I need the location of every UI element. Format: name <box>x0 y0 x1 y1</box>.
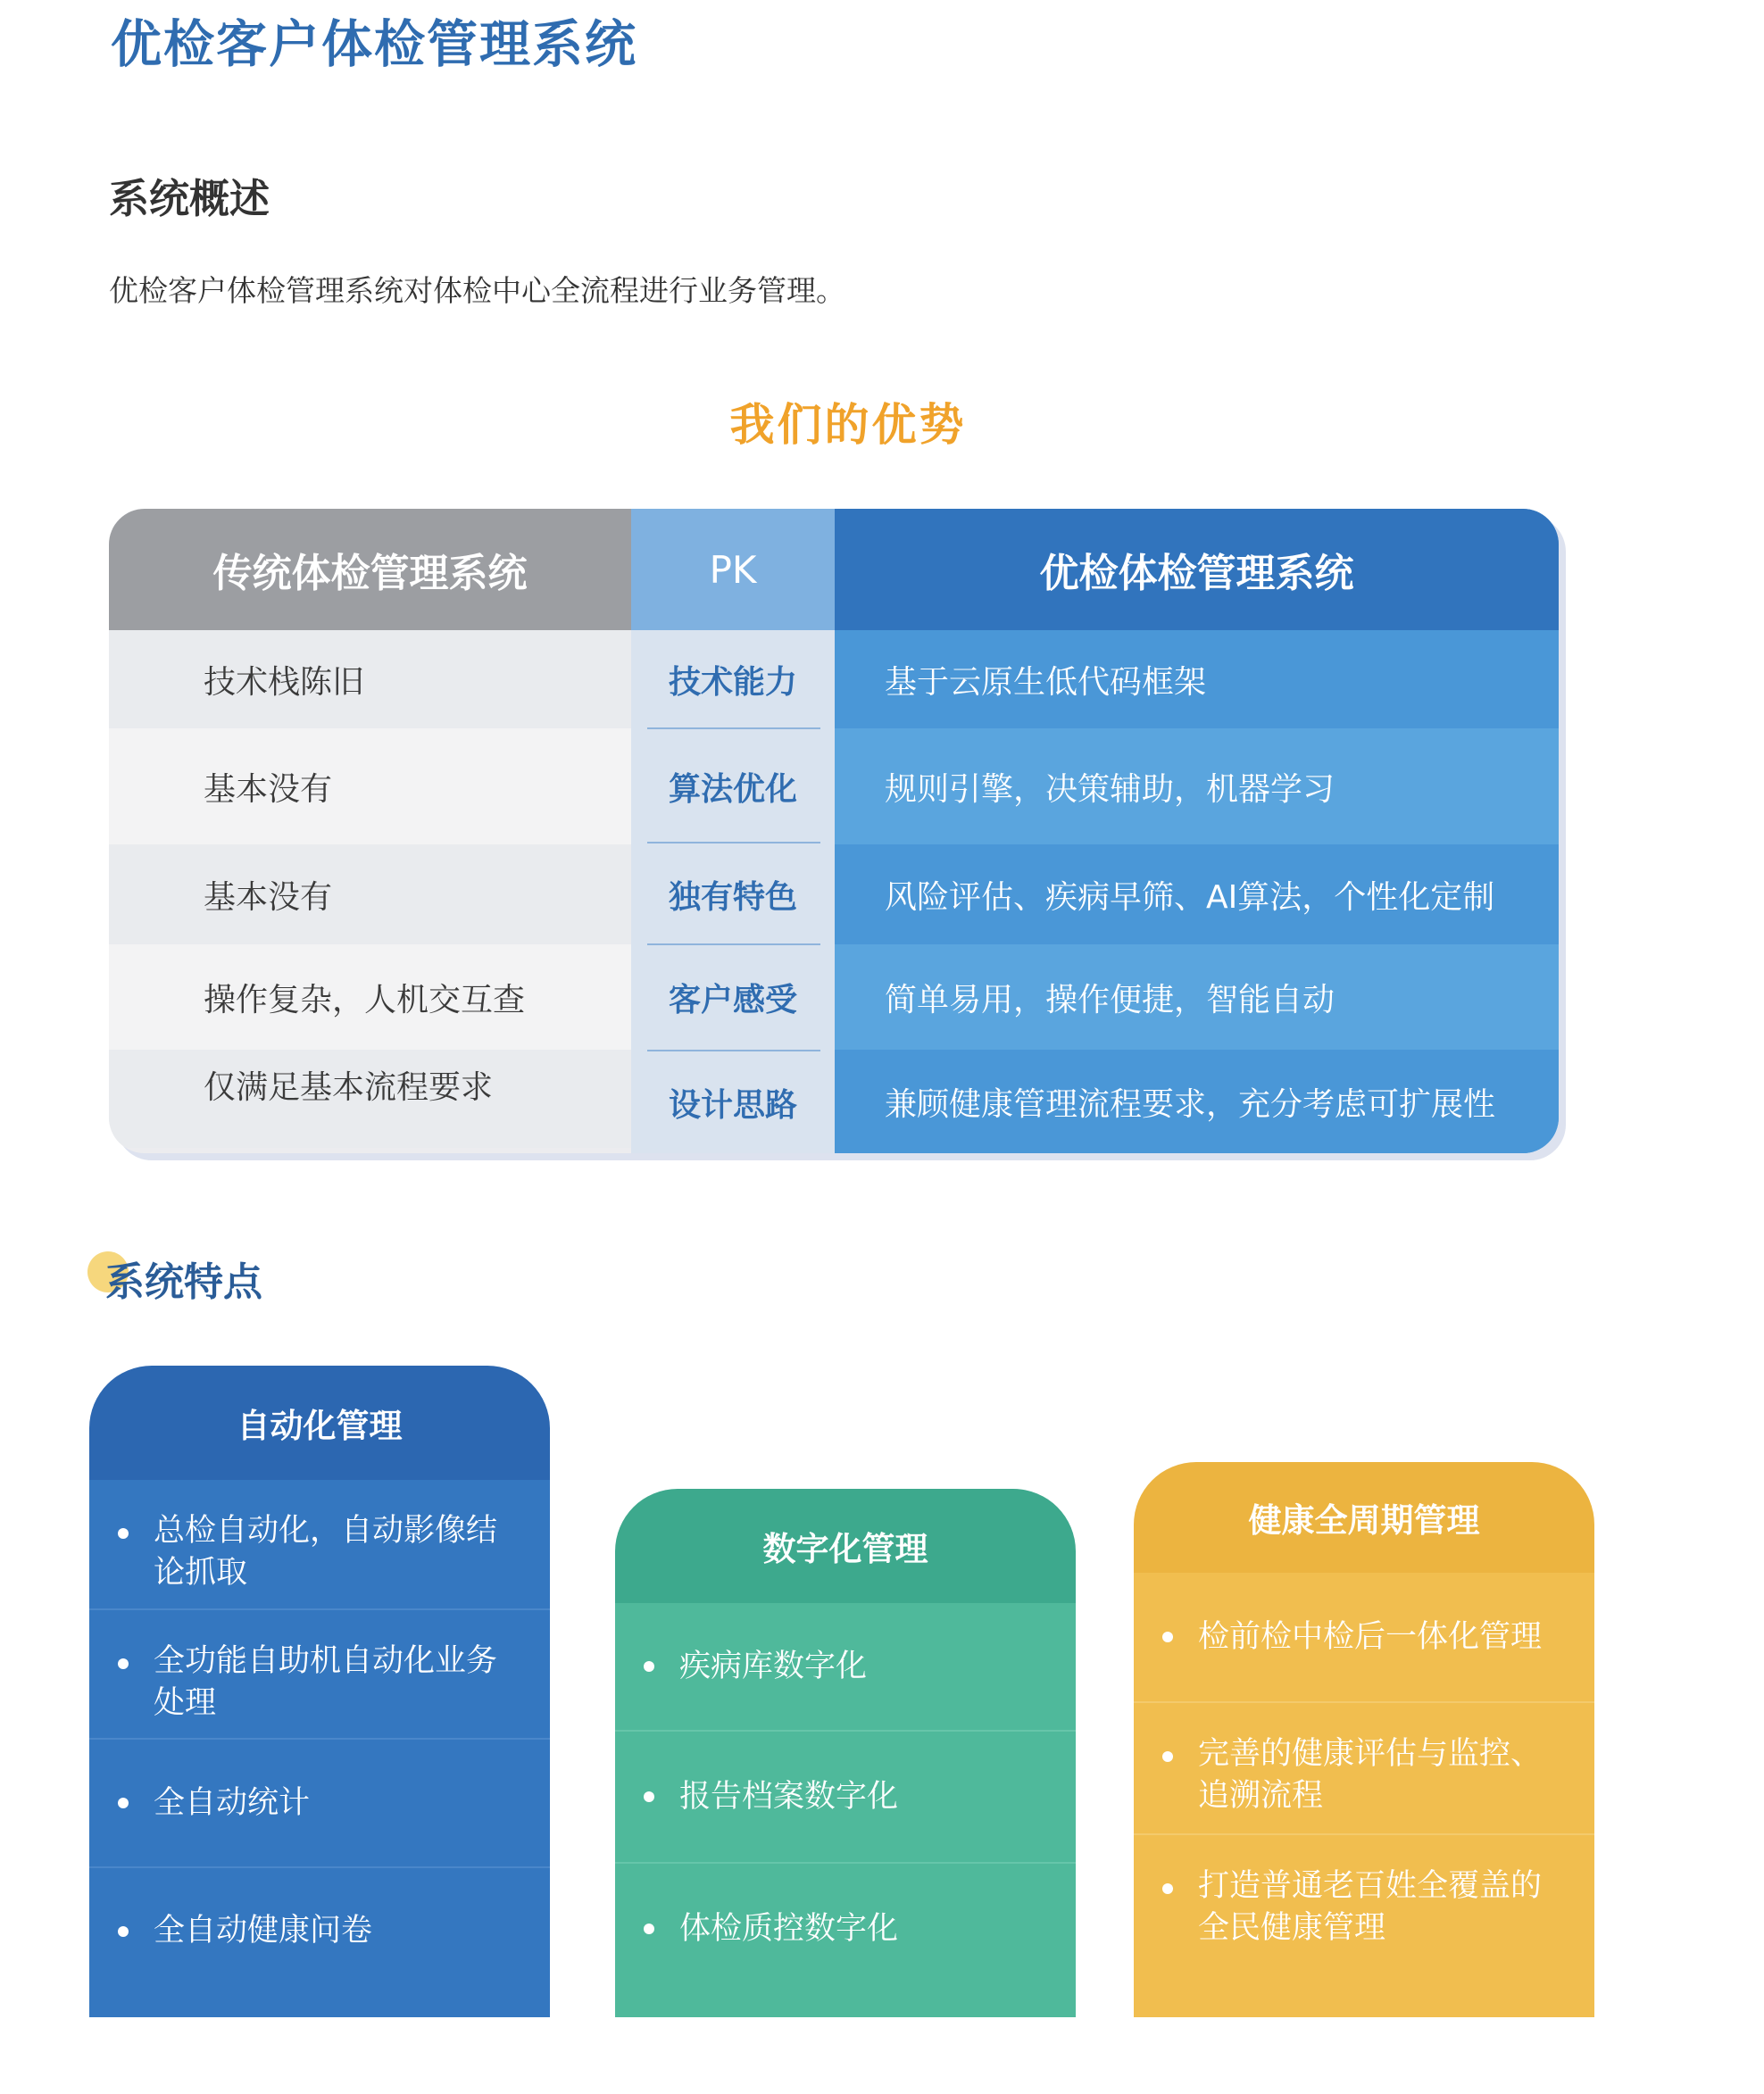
youjian-column <box>835 509 1559 1153</box>
list-item-text: 总检自动化，自动影像结论抓取 <box>154 1513 498 1591</box>
youjian-cell: 规则引擎，决策辅助，机器学习 <box>835 728 1559 844</box>
feature-card-digital <box>615 1489 1076 2017</box>
list-item-text: 全自动健康问卷 <box>154 1913 373 1949</box>
bullet-icon <box>644 1661 654 1672</box>
list-item <box>1134 1573 1594 1701</box>
youjian-header: 优检体检管理系统 <box>835 509 1559 630</box>
bullet-icon <box>118 1658 129 1669</box>
bullet-icon <box>644 1924 654 1934</box>
list-item <box>615 1732 1076 1862</box>
bullet-icon <box>118 1798 129 1808</box>
aspect-cell: 算法优化 <box>668 770 797 808</box>
list-item-text: 检前检中检后一体化管理 <box>1198 1618 1543 1655</box>
list-item-text: 全自动统计 <box>154 1784 311 1821</box>
bullet-icon <box>118 1926 129 1937</box>
pk-header: PK <box>631 509 835 630</box>
list-item-text: 全功能自助机自动化业务处理 <box>154 1643 498 1721</box>
features-heading: 系统特点 <box>105 1259 262 1305</box>
youjian-cell: 兼顾健康管理流程要求，充分考虑可扩展性 <box>835 1050 1559 1153</box>
list-item-text: 完善的健康评估与监控、追溯流程 <box>1198 1736 1543 1814</box>
traditional-cell: 基本没有 <box>109 844 631 944</box>
list-item <box>615 1603 1076 1730</box>
list-item <box>89 1610 550 1738</box>
bullet-icon <box>1162 1883 1173 1894</box>
aspect-cell: 独有特色 <box>668 878 797 916</box>
list-item <box>1134 1703 1594 1833</box>
advantages-title: 我们的优势 <box>729 399 967 451</box>
youjian-cell: 基于云原生低代码框架 <box>835 630 1559 728</box>
list-item <box>615 1864 1076 2017</box>
youjian-cell: 简单易用，操作便捷，智能自动 <box>835 944 1559 1050</box>
pk-column <box>631 509 835 1153</box>
traditional-cell: 技术栈陈旧 <box>109 630 631 728</box>
traditional-cell: 操作复杂，人机交互查 <box>109 944 631 1050</box>
list-item-text: 体检质控数字化 <box>679 1910 899 1947</box>
list-item-text: 疾病库数字化 <box>679 1648 868 1684</box>
list-item-text: 报告档案数字化 <box>679 1778 899 1815</box>
youjian-cell: 风险评估、疾病早筛、AI算法，个性化定制 <box>835 844 1559 944</box>
feature-card-health-lifecycle <box>1134 1462 1594 2017</box>
list-item <box>89 1740 550 1866</box>
comparison-table <box>109 509 1559 1153</box>
overview-heading: 系统概述 <box>109 175 270 222</box>
feature-card-automation <box>89 1366 550 2017</box>
aspect-cell: 技术能力 <box>668 663 797 701</box>
aspect-cell: 设计思路 <box>668 1086 797 1124</box>
traditional-cell: 基本没有 <box>109 728 631 844</box>
list-item <box>89 1480 550 1608</box>
traditional-header: 传统体检管理系统 <box>109 509 631 630</box>
list-item <box>1134 1835 1594 2017</box>
traditional-column <box>109 509 631 1153</box>
divider <box>647 842 820 843</box>
page-title: 优检客户体检管理系统 <box>111 15 637 74</box>
card-title: 自动化管理 <box>89 1366 550 1480</box>
bullet-icon <box>1162 1751 1173 1762</box>
traditional-cell: 仅满足基本流程要求 <box>109 1050 631 1148</box>
aspect-cell: 客户感受 <box>668 981 797 1018</box>
list-item-text: 打造普通老百姓全覆盖的全民健康管理 <box>1198 1868 1543 1946</box>
card-title: 数字化管理 <box>615 1489 1076 1603</box>
overview-text: 优检客户体检管理系统对体检中心全流程进行业务管理。 <box>109 273 845 308</box>
bullet-icon <box>644 1791 654 1802</box>
bullet-icon <box>118 1528 129 1539</box>
list-item <box>89 1868 550 2017</box>
card-title: 健康全周期管理 <box>1134 1462 1594 1573</box>
bullet-icon <box>1162 1632 1173 1642</box>
